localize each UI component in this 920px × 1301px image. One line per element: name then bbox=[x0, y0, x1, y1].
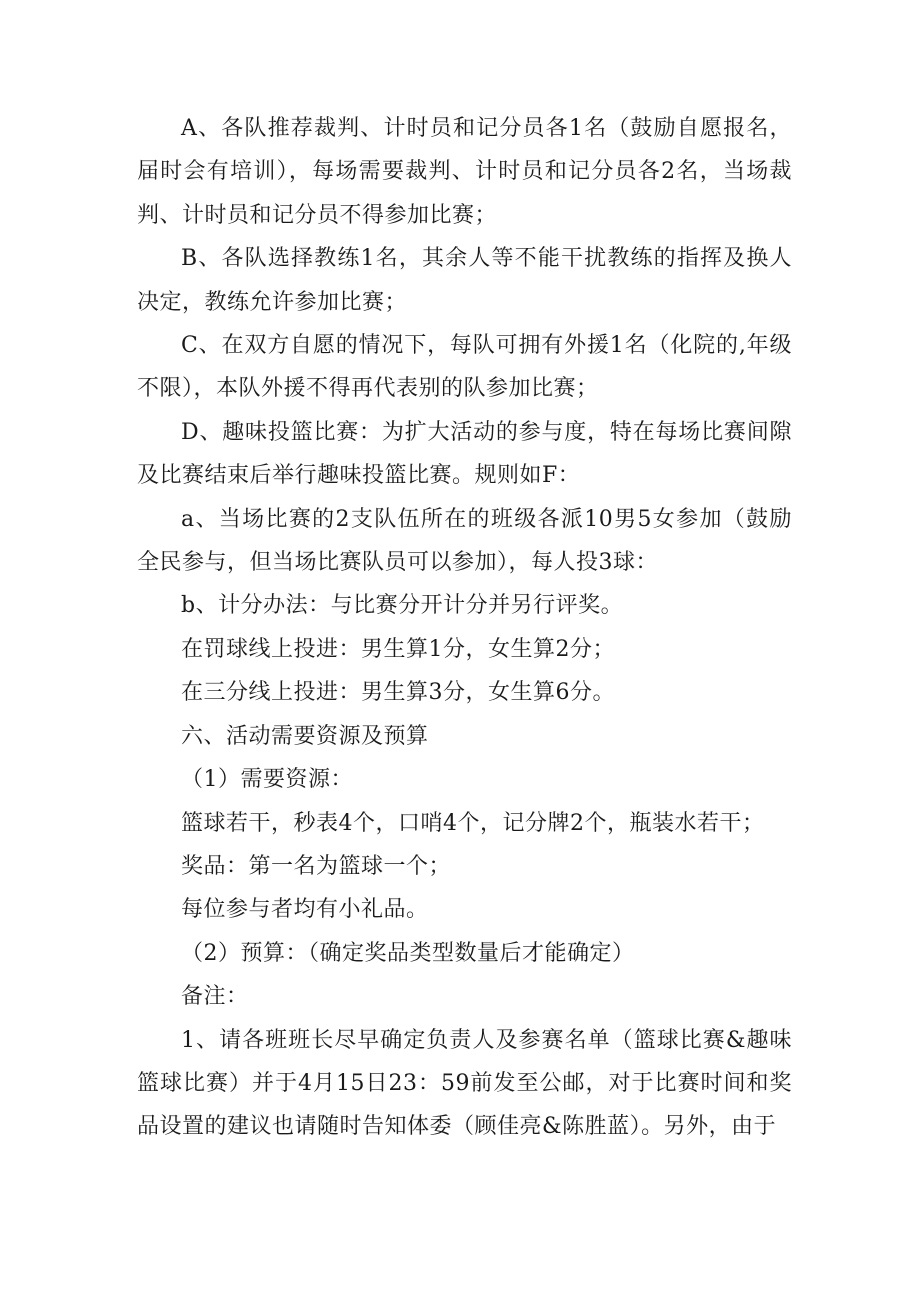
paragraph-c-external-player: C、在双方自愿的情况下，每队可拥有外援1名（化院的,年级不限），本队外援不得再代表别的队参加比赛； bbox=[137, 333, 792, 402]
resources-gifts: 每位参与者均有小礼品。 bbox=[181, 897, 429, 923]
subheading-budget: （2）预算：（确定奖品类型数量后才能确定） bbox=[181, 940, 635, 966]
scoring-three-point: 在三分线上投进：男生算3分，女生算6分。 bbox=[181, 680, 615, 706]
paragraph-d-fun-shooting: D、趣味投篮比赛：为扩大活动的参与度，特在每场比赛间隙及比赛结束后举行趣味投篮比赛。规则如F： bbox=[137, 419, 792, 489]
paragraph-a-participants: a、当场比赛的2支队伍所在的班级各派10男5女参加（鼓励全民参与，但当场比赛队员可以参加），每人投3球： bbox=[137, 506, 792, 576]
note-1: 1、请各班班长尽早确定负责人及参赛名单（篮球比赛&趣味篮球比赛）并于4月15日23：59前发至公邮，对于比赛时间和奖品设置的建议也请随时告知体委（顾佳亮&陈胜蓝）。另外，由于 bbox=[137, 1027, 792, 1140]
paragraph-a-referees: A、各队推荐裁判、计时员和记分员各1名（鼓励自愿报名，届时会有培训），每场需要裁判、计时员和记分员各2名，当场裁判、计时员和记分员不得参加比赛； bbox=[137, 116, 792, 228]
scoring-free-throw: 在罚球线上投进：男生算1分，女生算2分； bbox=[181, 636, 615, 662]
paragraph-b-coach: B、各队选择教练1名，其余人等不能干扰教练的指挥及换人决定，教练允许参加比赛； bbox=[137, 246, 792, 315]
notes-heading: 备注： bbox=[181, 984, 249, 1010]
section-heading-resources-budget: 六、活动需要资源及预算 bbox=[181, 723, 429, 749]
document-body bbox=[137, 107, 792, 1149]
resources-prize: 奖品：第一名为篮球一个； bbox=[181, 853, 452, 879]
resources-equipment: 篮球若干，秒表4个，口哨4个，记分牌2个，瓶装水若干； bbox=[181, 810, 765, 836]
paragraph-b-scoring: b、计分办法：与比赛分开计分并另行评奖。 bbox=[181, 593, 624, 619]
subheading-resources: （1）需要资源： bbox=[181, 767, 353, 793]
